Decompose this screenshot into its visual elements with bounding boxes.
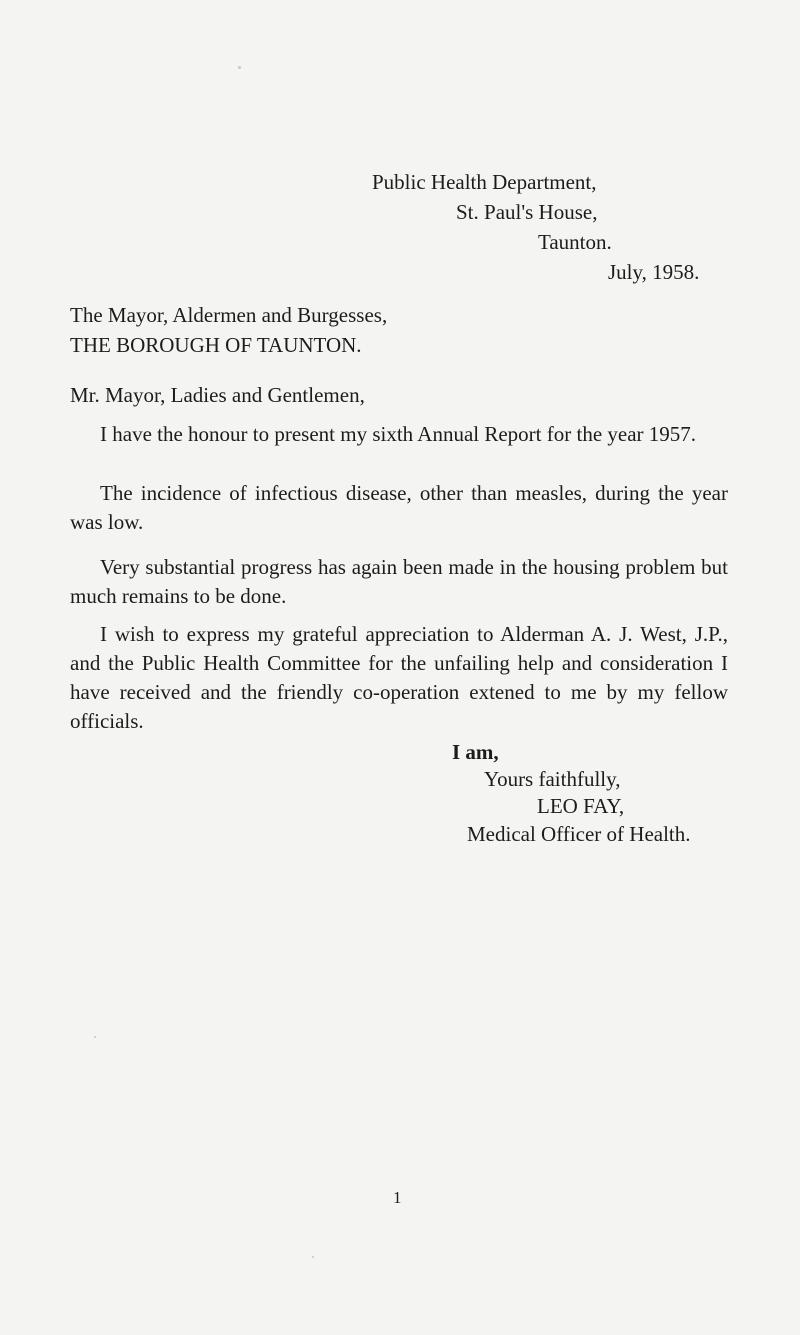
recipient-line: The Mayor, Aldermen and Burgesses, [70,303,388,327]
paragraph-report: I have the honour to present my sixth Annual Report for the year 1957. [100,422,697,446]
page-number: 1 [393,1188,402,1207]
signatory-name: LEO FAY, [537,794,625,818]
letter-date: July, 1958. [608,260,700,284]
salutation: Mr. Mayor, Ladies and Gentlemen, [70,383,365,407]
recipient-borough: THE BOROUGH OF TAUNTON. [70,333,362,357]
address-town: Taunton. [538,230,612,254]
paper-speck [238,66,241,69]
paper-speck [312,1256,314,1258]
paragraph-appreciation: I wish to express my grateful appreciation to Alderman A. J. West, J.P., and the Public Health Committee for the unfailing help and consideration I have received and the friendly co-operation extened to me by my fellow officials. [70,622,728,733]
signatory-title: Medical Officer of Health. [467,822,691,846]
address-house: St. Paul's House, [456,200,598,224]
closing-i-am: I am, [452,740,499,764]
address-department: Public Health Department, [372,170,597,194]
paper-speck [94,1036,96,1038]
paragraph-housing: Very substantial progress has again been made in the housing problem but much remains to be done. [70,555,728,608]
closing-yours-faithfully: Yours faithfully, [484,767,621,791]
paragraph-infectious-disease: The incidence of infectious disease, other than measles, during the year was low. [70,481,728,534]
